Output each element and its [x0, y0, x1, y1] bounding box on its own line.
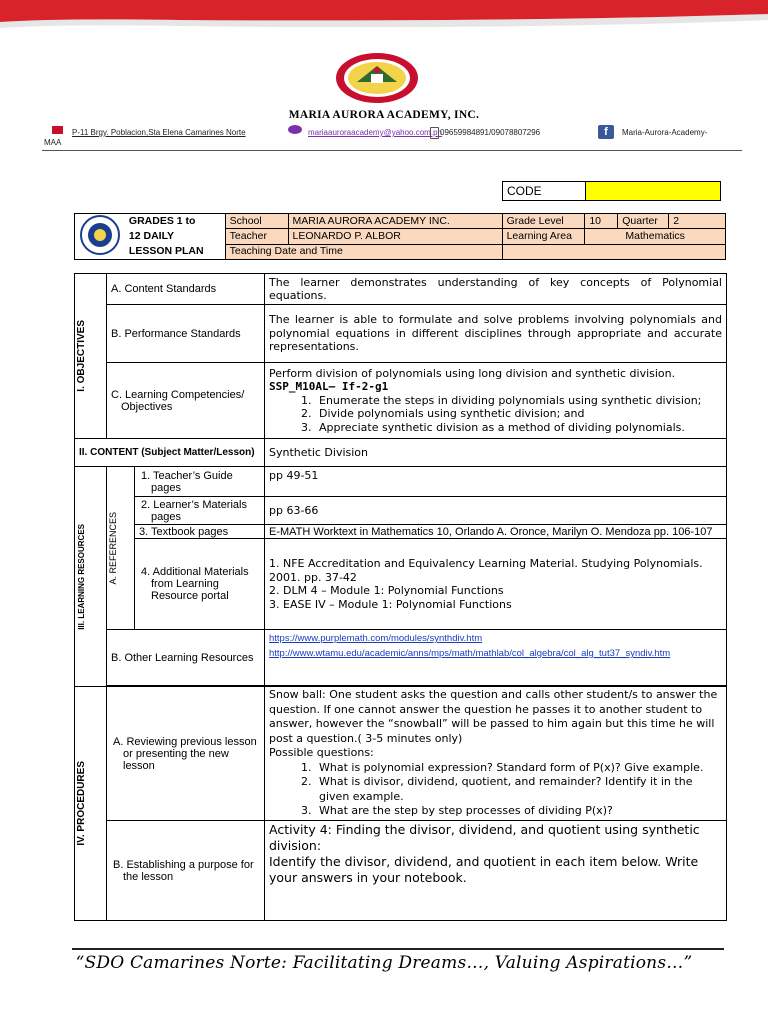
learners-materials-value: pp 63-66 [265, 497, 727, 525]
review-cell [265, 687, 727, 821]
objectives-section-cell [75, 274, 107, 439]
procedures-section-cell [75, 687, 107, 921]
flag-icon [52, 126, 63, 134]
facebook-icon: f [598, 125, 614, 139]
teachers-guide-value: pp 49-51 [265, 467, 727, 497]
header-divider [42, 150, 742, 151]
school-seal-logo [335, 52, 419, 104]
code-label: CODE [503, 182, 586, 201]
objective-item: 1. Enumerate the steps in dividing polynomials using synthetic division; [315, 394, 722, 408]
contact-bar [42, 125, 742, 147]
grade-level-value: 10 [585, 214, 618, 229]
resources-section-label: III. LEARNING RESOURCES [77, 523, 86, 630]
learning-area-value: Mathematics [585, 229, 726, 244]
resources-section-cell [75, 467, 107, 687]
objective-item: 2. Divide polynomials using synthetic division; and [315, 407, 722, 421]
competencies-label: C. Learning Competencies/ Objectives [107, 363, 265, 439]
question-item: 3. What are the step by step processes of dividing P(x)? [315, 804, 722, 819]
references-label: A. REFERENCES [108, 511, 118, 585]
lesson-plan-title [125, 214, 225, 260]
phone-icon [430, 127, 439, 139]
teacher-label: Teacher [225, 229, 288, 244]
lesson-plan-header [74, 213, 726, 260]
resource-link[interactable]: https://www.purplemath.com/modules/synthdiv.htm [269, 633, 483, 644]
competency-text: Perform division of polynomials using long division and synthetic division. [269, 366, 676, 380]
procedures-section-label: IV. PROCEDURES [76, 761, 87, 846]
possible-questions-label: Possible questions: [269, 746, 374, 760]
school-label: School [225, 214, 288, 229]
additional-material-item: 2. DLM 4 – Module 1: Polynomial Functions [269, 584, 504, 597]
additional-materials-label: 4. Additional Materials from Learning Resource portal [135, 539, 265, 630]
learners-materials-label: 2. Learner’s Materials pages [135, 497, 265, 525]
content-value: Synthetic Division [265, 439, 727, 467]
content-standards-text: The learner demonstrates understanding of key concepts of Polynomial equations. [265, 274, 727, 305]
learning-area-label: Learning Area [502, 229, 585, 244]
objective-list [269, 394, 722, 435]
organization-name: MARIA AURORA ACADEMY, INC. [288, 109, 480, 121]
review-text: Snow ball: One student asks the question and calls other student/s to answer the question. If one cannot answer the question he passes it to another student to answer, however the “snowball” will be passed to him again but this time he will post a question.( 3-5 minutes only) [269, 688, 718, 745]
activity-text: Identify the divisor, dividend, and quotient in each item below. Write your answers in your notebook. [269, 854, 699, 885]
teaching-date-label: Teaching Date and Time [225, 244, 502, 259]
title-line-1: GRADES 1 to [128, 215, 196, 227]
quarter-label: Quarter [618, 214, 669, 229]
email-link[interactable]: mariaauroraacademy@yahoo.com.ph [308, 128, 442, 137]
textbook-value: E-MATH Worktext in Mathematics 10, Orlando A. Oronce, Marilyn O. Mendoza pp. 106-107 [265, 525, 727, 539]
question-item: 1. What is polynomial expression? Standard form of P(x)? Give example. [315, 761, 722, 776]
footer-divider [72, 948, 724, 950]
deped-seal-icon [80, 215, 120, 255]
purpose-cell [265, 821, 727, 921]
references-cell [107, 467, 135, 630]
code-value[interactable] [586, 182, 721, 201]
school-value: MARIA AURORA ACADEMY INC. [288, 214, 502, 229]
grade-level-label: Grade Level [502, 214, 585, 229]
facebook-page-cont: MAA [44, 138, 62, 147]
address-text: P-11 Brgy. Poblacion,Sta Elena Camarines Norte [72, 128, 246, 137]
additional-material-item: 3. EASE IV – Module 1: Polynomial Functions [269, 597, 512, 611]
facebook-page[interactable]: Maria-Aurora-Academy- [622, 128, 708, 137]
teaching-date-value [502, 244, 725, 259]
competencies-cell [265, 363, 727, 439]
additional-materials-cell [265, 539, 727, 630]
content-standards-label: A. Content Standards [107, 274, 265, 305]
purpose-label: B. Establishing a purpose for the lesson [107, 821, 265, 921]
quarter-value: 2 [669, 214, 726, 229]
teacher-value: LEONARDO P. ALBOR [288, 229, 502, 244]
competency-code: SSP_M10AL– If-2-g1 [269, 380, 389, 394]
objective-item: 3. Appreciate synthetic division as a method of dividing polynomials. [315, 421, 722, 435]
code-box [502, 181, 721, 201]
activity-title: Activity 4: Finding the divisor, dividend, and quotient using synthetic division: [269, 822, 700, 853]
objectives-section-label: I. OBJECTIVES [76, 320, 87, 392]
review-label: A. Reviewing previous lesson or presenting the new lesson [107, 687, 265, 821]
top-banner [0, 0, 768, 28]
title-line-3: LESSON PLAN [128, 245, 204, 257]
title-line-2: 12 DAILY [128, 230, 175, 242]
footer-motto: “SDO Camarines Norte: Facilitating Dreams…, Valuing Aspirations…” [75, 953, 693, 973]
other-resources-label: B. Other Learning Resources [107, 630, 265, 686]
phone-numbers: 09659984891/09078807296 [440, 128, 541, 137]
textbook-label: 3. Textbook pages [135, 525, 265, 539]
question-list [269, 761, 722, 819]
email-icon [288, 125, 302, 134]
content-label: II. CONTENT (Subject Matter/Lesson) [75, 439, 265, 467]
deped-seal-cell [75, 214, 125, 260]
performance-standards-label: B. Performance Standards [107, 305, 265, 363]
performance-standards-text: The learner is able to formulate and solve problems involving polynomials and polynomial equations in different disciplines through appropriate and accurate representations. [265, 305, 727, 363]
teachers-guide-label: 1. Teacher’s Guide pages [135, 467, 265, 497]
lesson-plan-body [74, 273, 727, 921]
other-resources-cell [265, 630, 727, 686]
additional-material-item: 1. NFE Accreditation and Equivalency Learning Material. Studying Polynomials. 2001. pp. 37-42 [269, 557, 703, 584]
question-item: 2. What is divisor, dividend, quotient, and remainder? Identify it in the given example. [315, 775, 722, 804]
resource-link[interactable]: http://www.wtamu.edu/academic/anns/mps/math/mathlab/col_algebra/col_alg_tut37_syndiv.htm [269, 648, 671, 659]
